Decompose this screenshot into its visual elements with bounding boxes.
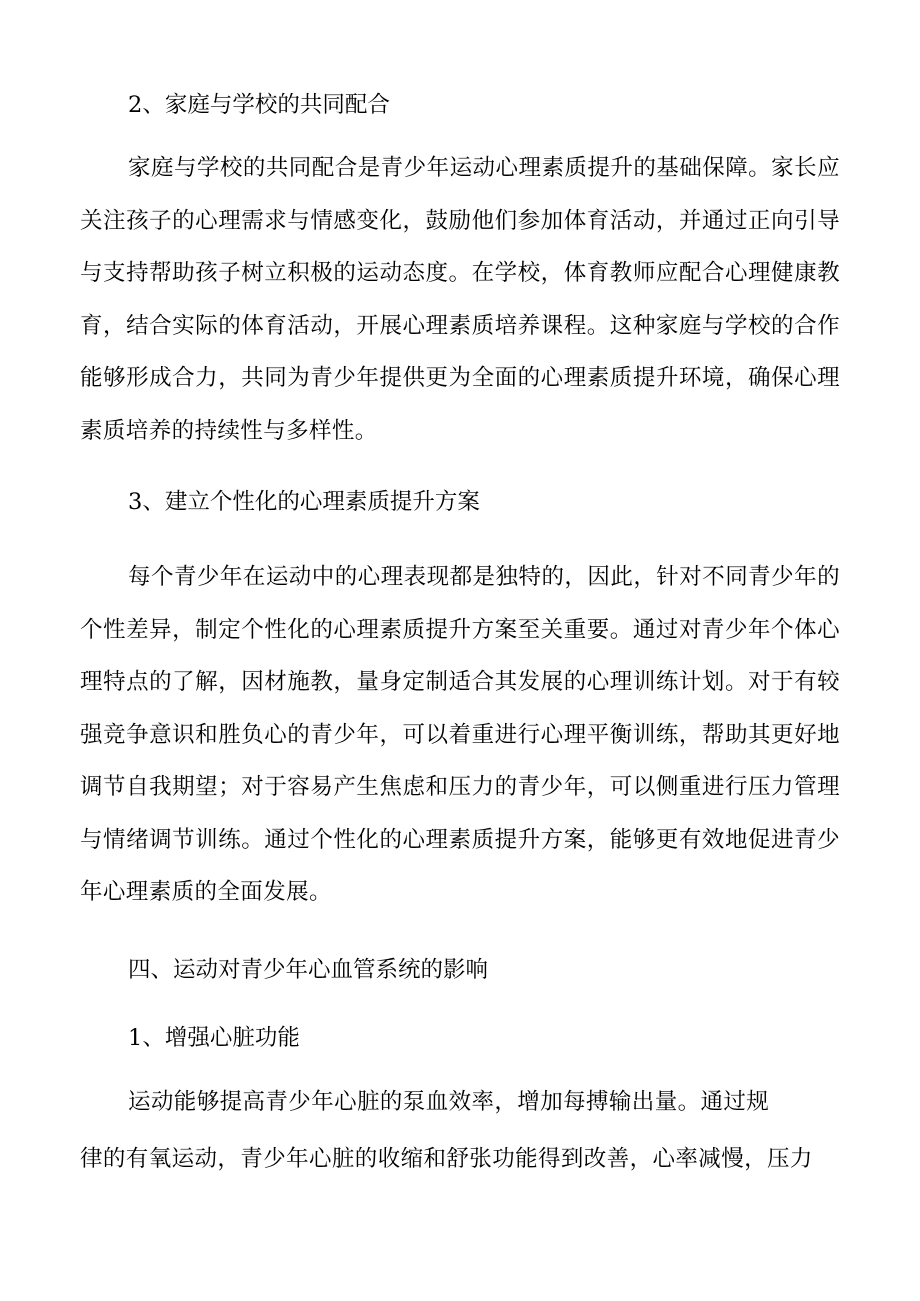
section-heading-family-school: 2、家庭与学校的共同配合	[128, 92, 390, 118]
paragraph-heart-function-line2: 律的有氧运动，青少年心脏的收缩和舒张功能得到改善，心率减慢，压力	[80, 1146, 813, 1172]
chapter-heading-cardiovascular: 四、运动对青少年心血管系统的影响	[128, 957, 489, 983]
paragraph-family-school: 家庭与学校的共同配合是青少年运动心理素质提升的基础保障。家长应关注孩子的心理需求与情感变化，鼓励他们参加体育活动，并通过正向引导与支持帮助孩子树立积极的运动态度。在学校，体育教师应配合心理健康教育，结合实际的体育活动，开展心理素质培养课程。这种家庭与学校的合作能够形成合力，共同为青少年提供更为全面的心理素质提升环境，确保心理素质培养的持续性与多样性。	[80, 155, 840, 444]
section-heading-personalized-plan: 3、建立个性化的心理素质提升方案	[128, 489, 480, 515]
section-heading-heart-function: 1、增强心脏功能	[128, 1025, 300, 1051]
paragraph-heart-function-line1: 运动能够提高青少年心脏的泵血效率，增加每搏输出量。通过规	[128, 1089, 770, 1115]
paragraph-personalized-plan: 每个青少年在运动中的心理表现都是独特的，因此，针对不同青少年的个性差异，制定个性化的心理素质提升方案至关重要。通过对青少年个体心理特点的了解，因材施教，量身定制适合其发展的心理训练计划。对于有较强竞争意识和胜负心的青少年，可以着重进行心理平衡训练，帮助其更好地调节自我期望；对于容易产生焦虑和压力的青少年，可以侧重进行压力管理与情绪调节训练。通过个性化的心理素质提升方案，能够更有效地促进青少年心理素质的全面发展。	[80, 564, 840, 905]
